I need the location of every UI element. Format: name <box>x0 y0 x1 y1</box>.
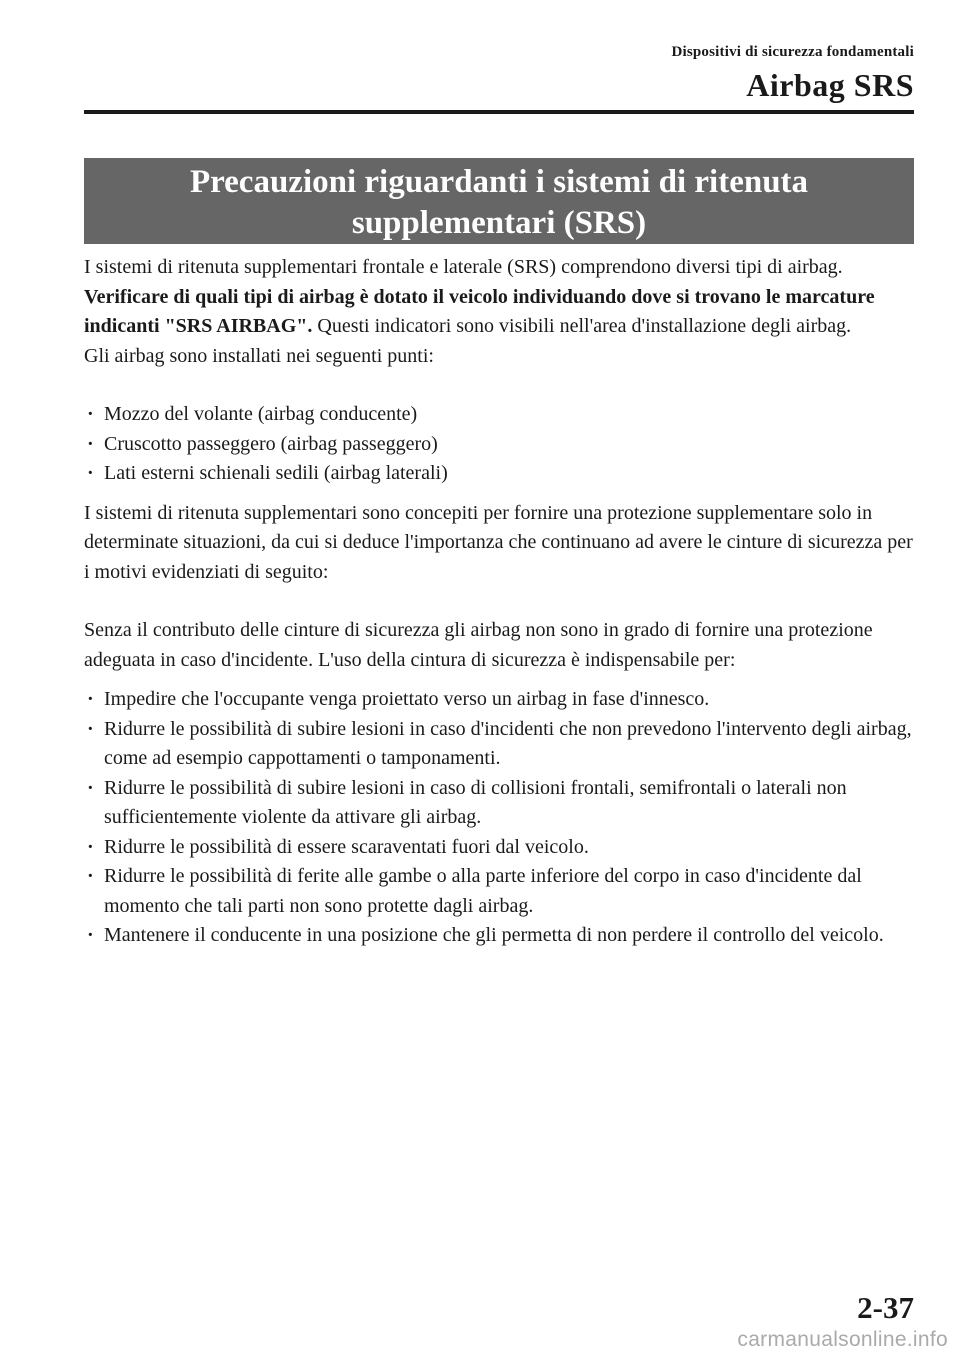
list-item: · Impedire che l'occupante venga proiettato verso un airbag in fase d'innesco. <box>84 685 920 715</box>
concept-paragraph: I sistemi di ritenuta supplementari sono concepiti per fornire una protezione supplementare solo in determinate situazioni, da cui si deduce l'importanza che continuano ad avere le cinture di sicurezza per i motivi evidenziati di seguito: <box>84 501 913 583</box>
list-item: · Mantenere il conducente in una posizione che gli permetta di non perdere il controllo del veicolo. <box>84 921 920 951</box>
banner-title-line-1: Precauzioni riguardanti i sistemi di ritenuta <box>189 164 809 200</box>
list-item: · Ridurre le possibilità di subire lesioni in caso di collisioni frontali, semifrontali o laterali non sufficientemente violente da attivare gli airbag. <box>84 774 920 833</box>
watermark: carmanualsonline.info <box>737 1328 948 1351</box>
list-item: · Mozzo del volante (airbag conducente) <box>84 400 920 430</box>
list-item: · Ridurre le possibilità di ferite alle gambe o alla parte inferiore del corpo in caso d'incidente dal momento che tali parti non sono protette dagli airbag. <box>84 862 920 921</box>
banner-title-line-2: supplementari (SRS) <box>351 205 647 241</box>
intro-text-continued: Questi indicatori sono visibili nell'area d'installazione degli airbag. <box>312 315 852 337</box>
seatbelt-reasons-list <box>84 685 920 951</box>
chapter-title: Airbag SRS <box>746 67 914 103</box>
section-banner <box>84 158 914 244</box>
page-content <box>84 253 920 951</box>
page-number: 2-37 <box>857 1290 914 1325</box>
section-title: Dispositivi di sicurezza fondamentali <box>671 44 914 60</box>
intro-paragraph <box>84 253 920 342</box>
list-item: · Ridurre le possibilità di subire lesioni in caso d'incidenti che non prevedono l'intervento degli airbag, come ad esempio cappottamenti o tamponamenti. <box>84 715 920 774</box>
list-item: · Cruscotto passeggero (airbag passeggero) <box>84 430 920 460</box>
belts-paragraph: Senza il contributo delle cinture di sicurezza gli airbag non sono in grado di fornire una protezione adeguata in caso d'incidente. L'uso della cintura di sicurezza è indispensabile per: <box>84 619 873 671</box>
header-divider <box>84 110 914 114</box>
locations-lead: Gli airbag sono installati nei seguenti punti: <box>84 344 434 367</box>
list-item: · Ridurre le possibilità di essere scaraventati fuori dal veicolo. <box>84 833 920 863</box>
intro-bold-text: Verificare di quali tipi di airbag è dotato il veicolo individuando dove si trovano le marcature indicanti "SRS AIRBAG". <box>84 285 875 337</box>
page-header <box>671 44 914 104</box>
airbag-locations-list <box>84 400 920 489</box>
list-item: · Lati esterni schienali sedili (airbag laterali) <box>84 459 920 489</box>
intro-text: I sistemi di ritenuta supplementari frontale e laterale (SRS) comprendono diversi tipi di airbag. <box>84 256 843 278</box>
